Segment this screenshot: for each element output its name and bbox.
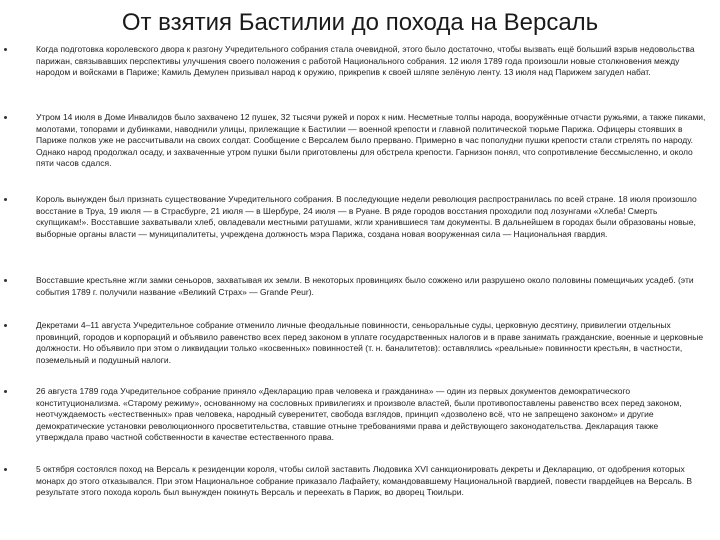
bullet-item [0, 194, 720, 240]
bullet-item [0, 112, 720, 170]
bullet-icon [4, 324, 7, 327]
bullet-text: Утром 14 июля в Доме Инвалидов было захвачено 12 пушек, 32 тысячи ружей и порох к ним. Несметные толпы народа, вооружённые отчасти ружьями, а также пиками, молотами, топорами и дубинками, наводнили улицы, прилежащие к Бастилии — военной крепости и главной политической тюрьме Парижа. Офицеры стоявших в Париже полков уже не рассчитывали на своих солдат. Сообщение с Версалем было прервано. Примерно в час пополудни пушки крепости стали стрелять по народу. Однако народ продолжал осаду, и захваченные утром пушки были приготовлены для обстрела крепости. Гарнизон понял, что сопротивление бессмысленно, и около пяти часов сдался. [36, 112, 706, 169]
bullet-text: Декретами 4–11 августа Учредительное собрание отменило личные феодальные повинности, сеньоральные суды, церковную десятину, привилегии отдельных провинций, городов и корпораций и объявило равенство всех перед законом в уплате государственных налогов и в праве занимать гражданские, военные и церковные должности. Но объявило при этом о ликвидации только «косвенных» повинностей (т. н. баналитетов): оставлялись «реальные» повинности крестьян, в частности, поземельный и подушный налоги. [36, 320, 704, 365]
bullet-item [0, 320, 720, 366]
bullet-item [0, 275, 720, 298]
slide-title: От взятия Бастилии до похода на Версаль [121, 9, 599, 36]
bullet-item [0, 386, 720, 444]
bullet-icon [4, 279, 7, 282]
bullet-text: Когда подготовка королевского двора к разгону Учредительного собрания стала очевидной, этого было достаточно, чтобы вызвать ещё больший взрыв недовольства парижан, связывавших перспективы улучшения своего положения с работой Национального собрания. 12 июля 1789 года произошли новые столкновения между народом и войсками в Париже; Камиль Демулен призывал народ к оружию, прикрепив к своей шляпе зелёную ленту. 13 июля над Парижем загудел набат. [36, 44, 695, 78]
bullet-icon [4, 116, 7, 119]
bullet-icon [4, 390, 7, 393]
bullet-item [0, 44, 720, 79]
bullet-text: Король вынужден был признать существование Учредительного собрания. В последующие недели революция распространилась по всей стране. 18 июля произошло восстание в Труа, 19 июля — в Страсбурге, 21 июля — в Шербуре, 24 июля — в Руане. В ряде городов восстания проходили под лозунгами «Хлеба! Смерть скупщикам!». Восставшие захватывали хлеб, овладевали местными ратушами, жгли хранившиеся там документы. В дальнейшем в городах были образованы новые, выборные органы власти — муниципалитеты, учреждена должность мэра Парижа, создана новая вооруженная сила — Национальная гвардия. [36, 194, 697, 239]
bullet-icon [4, 468, 7, 471]
bullet-icon [4, 198, 7, 201]
bullet-text: 26 августа 1789 года Учредительное собрание приняло «Декларацию прав человека и гражданина» — один из первых документов демократического конституционализма. «Старому режиму», основанному на сословных привилегиях и произволе властей, были противопоставлены равенство всех перед законом, неотчуждаемость «естественных» прав человека, народный суверенитет, свобода взглядов, принцип «дозволено всё, что не запрещено законом» и другие демократические установки революционного просветительства, ставшие отныне требованиями права и действующего законодательства. Декларация также утверждала право частной собственности в качестве естественного права. [36, 386, 682, 443]
bullet-text: Восставшие крестьяне жгли замки сеньоров, захватывая их земли. В некоторых провинциях было сожжено или разрушено около половины помещичьих усадеб. (эти события 1789 г. получили название «Великий Страх» — Grande Peur). [36, 275, 694, 297]
bullet-icon [4, 48, 7, 51]
bullet-text: 5 октября состоялся поход на Версаль к резиденции короля, чтобы силой заставить Людовика XVI санкционировать декреты и Декларацию, от одобрения которых монарх до этого отказывался. При этом Национальное собрание приказало Лафайету, командовавшему Национальной гвардией, повести гвардейцев на Версаль. В результате этого похода король был вынужден покинуть Версаль и переехать в Париж, во дворец Тюильри. [36, 464, 693, 498]
bullet-item [0, 464, 720, 499]
